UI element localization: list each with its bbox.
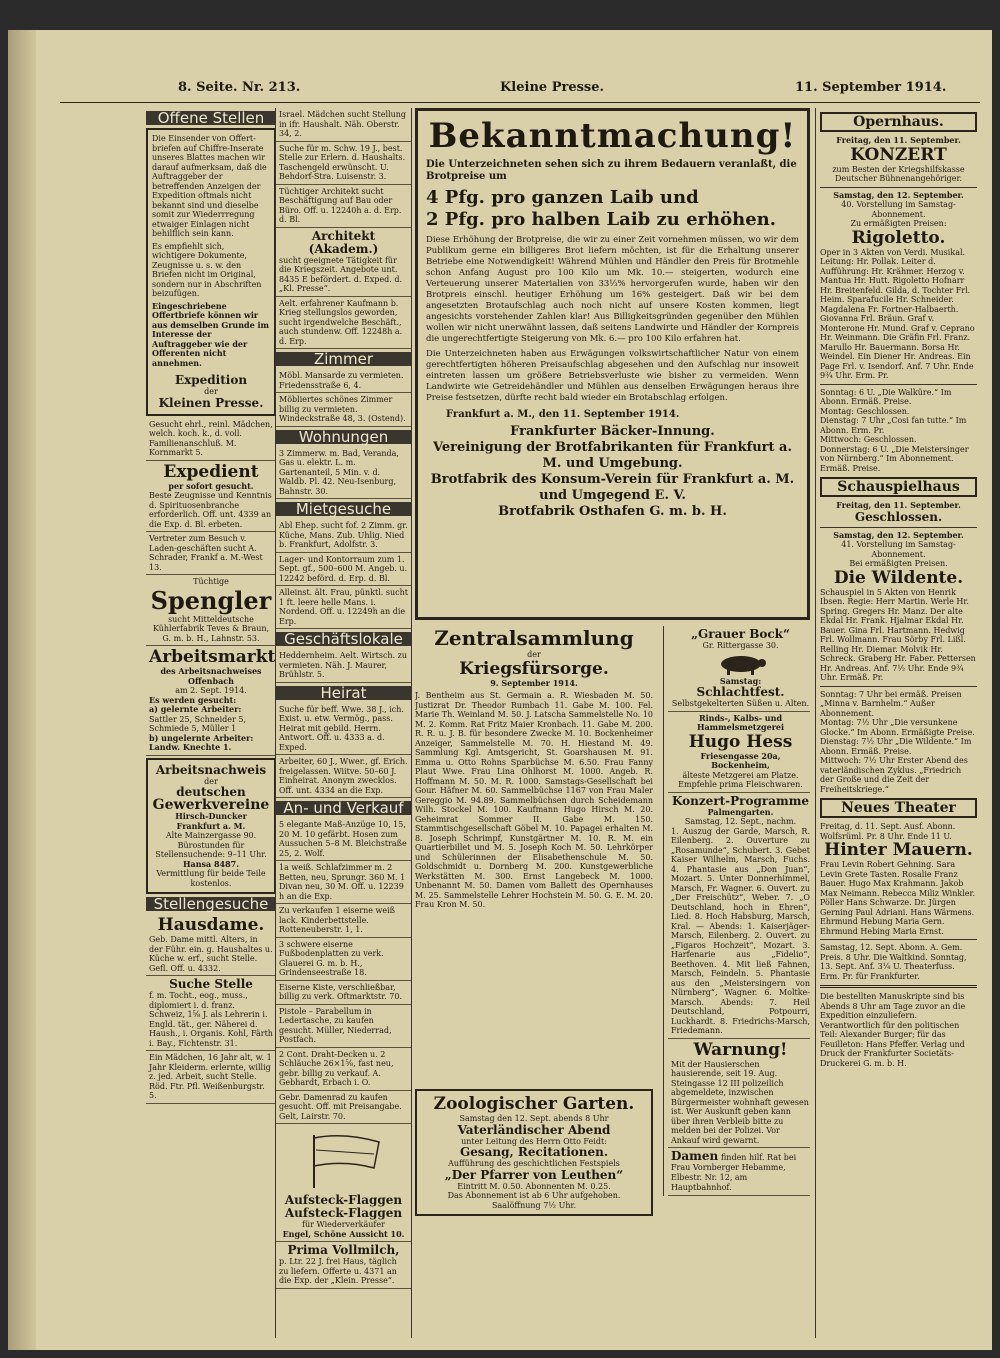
op-thursday: Donnerstag: 6 U. „Die Meistersinger von Nürnberg.“ Im Abonnement. Ermäß. Preise. — [820, 444, 969, 473]
zoo-ad — [415, 1089, 653, 1216]
section-mietgesuche: Mietgesuche — [276, 502, 411, 516]
sch-friday: Freitag, den 11. September. — [836, 500, 961, 510]
notice-sign-3: Kleinen Presse. — [158, 395, 264, 410]
section-zimmer: Zimmer — [276, 352, 411, 366]
flag-text: für Wiederverkäufer — [302, 1220, 385, 1229]
zoo-event: Vaterländischer Abend — [457, 1122, 611, 1137]
flag-title: Aufsteck-Flaggen — [284, 1193, 403, 1207]
ad-schlafzimmer: 1a weiß. Schlafzimmer m. 2 Betten, neu, Sprungr. 360 M. 1 Divan neu, 30 M. Off. u. 12239 h an die Exp. — [276, 861, 411, 904]
neu-saturday: Samstag, 12. Sept. Abonn. A. Gem. Preis. 8 Uhr. Die Waltkind. Sonntag, 13. Sept. Anf. 3¼ U. Theaterfuss. Erm. Pr. für Frankfurter. — [820, 943, 967, 981]
ad-drahtdecken: 2 Cont. Draht-Decken u. 2 Schläuche 26×1⅝, fast neu, gebr. billig zu verkauf. A. Gebhardt, Erbach i. O. — [276, 1048, 411, 1091]
sch-monday: Montag: 7½ Uhr „Die versunkene Glocke.“ Im Abonn. Ermäßigte Preise. — [820, 718, 975, 737]
pig-icon — [711, 653, 771, 675]
section-geschaeftslokale: Geschäftslokale — [276, 632, 411, 646]
ad-architekt-2 — [276, 228, 411, 297]
bek-body: Diese Erhöhung der Brotpreise, die wir zu einer Zeit vornehmen müssen, wo wir dem Publikum gerne ein billigeres Brot liefern möchten, ist für die Erhaltung unserer Betriebe eine Notwendigkeit! Während Mühlen und Händler den Preis für Brotmehle schon Anfang August pro 100 Kilo um Mk. 10.— steigerten, wodurch eine Verteuerung unserer Materialien von 33⅓% hervorgerufen wurde, haben wir den Brotpreis einschl. heutiger Erhöhung um 16% gesteigert. Daß wir bei dem angesetzten Brotaufschlag auch noch nicht auf unsere Kosten kommen, liegt angesichts vorstehender Zahlen klar! Aus Billigkeitsgründen gegenüber den Mühlen wollen wir nicht unerwähnt lassen, daß seitens Landwirte und Händler der Kornpreis die ungerechtfertigte Steigerung von Mk. 6.— pro 100 Kilo erfahren hat. — [426, 235, 799, 344]
zentral-title: Zentralsammlung — [434, 626, 634, 650]
bek-sign-1: Frankfurter Bäcker-Innung. — [510, 424, 715, 439]
arbeitsmarkt-gesucht: Es werden gesucht: — [149, 694, 237, 705]
flag-engel: Engel, Schöne Aussicht 10. — [282, 1228, 405, 1239]
ad-maedchen-2: Ein Mädchen, 16 Jahr alt, w. 1 Jahr Kleiderm. erlernte, willig z. jed. Arbeit, sucht Stelle. Röd. Ftr. Pfl. Weißenburgstr. 5. — [146, 1051, 276, 1104]
section-an-verkauf: An- und Verkauf — [276, 801, 411, 815]
suche-stelle-text: f. m. Tocht., eog., muss., diplomiert i. d. franz. Schweiz, 1⅝ J. als Lehrerin i. Engld. tät., ger. Näherei d. Haush., i. Organis. Kohl, Färth i. Bay., Fichtenstr. 31. — [149, 991, 273, 1048]
page-binding — [8, 30, 36, 1350]
divider — [820, 187, 977, 188]
nachweis-1: Arbeitsnachweis — [155, 762, 267, 777]
vollmilch-text: p. Ltr. 22 J. frei Haus, täglich zu liefern. Offerte u. 4371 an die Exp. der „Klein. Presse“. — [279, 1257, 397, 1285]
expedient-sub: per sofort gesucht. — [168, 480, 254, 491]
ad-kiste: Eiserne Kiste, verschließbar, billig zu verk. Oftmarktstr. 70. — [276, 981, 411, 1005]
architekt-text: sucht geeignete Tätigkeit für die Kriegszeit. Angebote unt. 8435 E befördert. d. Exped. d. „Kl. Presse“. — [279, 255, 403, 293]
ad-grauer-bock — [668, 626, 810, 712]
op-rigoletto: Rigoletto. — [851, 227, 946, 248]
bock-text: Selbstgekelterten Süßen u. Alten. — [671, 699, 810, 708]
nachweis-7: Alte Mainzergasse 90. — [165, 831, 257, 840]
header-page-number: 8. Seite. Nr. 213. — [178, 80, 301, 95]
hausdame-title: Hausdame. — [157, 915, 265, 935]
arbeitsmarkt-title: Arbeitsmarkt — [149, 647, 276, 667]
section-schauspielhaus: Schauspielhaus — [820, 477, 977, 497]
bock-event: Schlachtfest. — [696, 685, 785, 699]
arbeitsmarkt-sub: des Arbeitsnachweises Offenbach — [160, 666, 262, 686]
section-wohnungen: Wohnungen — [276, 430, 411, 444]
divider — [820, 985, 977, 988]
ad-anzuege: 5 elegante Maß-Anzüge 10, 15, 20 M. 10 gefärbt. Hosen zum Aussuchen 5–8 M. Bleichstraße 25, 2. Wolf. — [276, 818, 411, 861]
ad-alleinst-frau: Alleinst. ält. Frau, pünktl. sucht 1 ft. leere helle Mans. i. Nordend. Off. u. 12249h an die Erp. — [276, 586, 411, 629]
column-3 — [415, 108, 810, 1338]
ad-arbeitsmarkt — [146, 646, 276, 756]
ad-platten: 3 schwere eiserne Fußbodenplatten zu verk. Glauerei G. m. b. H., Grindenseestraße 18. — [276, 938, 411, 981]
ad-warnung — [668, 1039, 810, 1149]
sch-saturday-sub: 41. Vorstellung im Samstag-Abonnement. — [841, 540, 956, 559]
sch-tuesday: Dienstag: 7½ Uhr „Die Wildente.“ Im Abonn. Ermäß. Preise. — [820, 737, 972, 756]
imprint: Die bestellten Manuskripte sind bis Abends 8 Uhr am Tage zuvor an die Expedition einzuliefern. Verantwortlich für den politischen Teil: Alexander Burger; für das Feuilleton: Hans Pfeffer. Verlag und Druck der Frankfurter Societäts-Druckerei G. m. b. H. — [820, 992, 966, 1068]
neu-friday: Freitag, d. 11. Sept. Ausf. Abonn. Wolfsrüml. Pr. 8 Uhr. Ende 11 U. — [820, 822, 956, 841]
bek-intro: Die Unterzeichneten sehen sich zu ihrem Bedauern veranlaßt, die Brotpreise um — [426, 159, 797, 182]
hess-addr: Friesengasse 20a, Bockenheim, — [700, 750, 781, 770]
ad-suche-stelle — [146, 976, 276, 1051]
divider — [820, 527, 977, 528]
ad-flaggen — [276, 1124, 411, 1242]
zoo-play: „Der Pfarrer von Leuthen“ — [444, 1167, 624, 1182]
ad-israel-maedchen: Israel. Mädchen sucht Stellung in ifr. Haushalt. Näh. Oberstr. 34, 2. — [276, 108, 411, 142]
op-wednesday: Mittwoch: Geschlossen. — [820, 435, 917, 444]
bek-body-2: Die Unterzeichneten haben aus Erwägungen volkswirtschaftlicher Natur von einem gerechtfertigten höheren Preisaufschlag abgesehen und den Aufschlag nur insoweit eintreten lassen um größere Betriebsverluste wie bisher zu vermeiden. Wenn Landwirte wie Getreidehändler und Mühlen aus denselben Erwägungen heraus ihre Preise festsetzen, dürfte recht bald wieder ein Brotabschlag erfolgen. — [426, 349, 799, 403]
divider — [820, 384, 977, 385]
ad-zimmer: Möbliertes schönes Zimmer billig zu vermieten. Windeckstraße 48, 3. (Ostend). — [276, 393, 411, 427]
op-cast: Oper in 3 Akten von Verdi. Musikal. Leitung: Hr. Pollak. Leiter d. Aufführung: Hr. Krähmer. Herzog v. Mantua Hr. Hutt. Rigoletto Hofnarr Hr. Breitenfeld. Gilda, d. Tochter Frl. Heim. Sparafucile Hr. Schneider. Magdalena Fr. Fortner-Halbaerth. Giovanna Frl. Bräun. Graf v. Monterone Hr. Mund. Graf v. Ceprano Hr. Weinmann. Die Gräfin Frl. Franz. Marullo Hr. Bauermann. Borsa Hr. Weindel. Ein Diener Hr. Andreas. Ein Page Frl. v. Isendorf. Anf. 7 Uhr. Ende 9¾ Uhr. Erm. Pr. — [820, 247, 975, 380]
op-tuesday: Dienstag: 7 Uhr „Cosi fan tutte.“ Im Abonn. Erm. Pr. — [820, 416, 967, 435]
zentral-der: der — [527, 650, 541, 659]
header-masthead: Kleine Presse. — [500, 80, 605, 95]
bek-sign-2: Vereinigung der Brotfabrikanten für Frankfurt a. M. und Umgebung. — [432, 440, 793, 471]
section-opernhaus: Opernhaus. — [820, 112, 977, 132]
zentral-text: J. Bentheim aus St. Germain a. R. Wiesbaden M. 50. Justizrat Dr. Theodor Rumbach 11. Gabe M. 100. Fel. Marie Th. Weinland M. 50. J. Latscha Sammelstelle No. 10 M. 2. Komm. Rat Fritz Maier Kronbach. 11. Gabe M. 200. R. R. u. J. B. für besondere Zwecke M. 10. Bockenheimer Anzeiger, Sammelstelle M. 70. H. Hiestand M. 49. Sammlung Kgl. Amtsgericht, St. Goarshausen M. 91. Emma u. Otto Rohns Sparbüchse M. 6.50. Frau Fanny Plaut Wwe. Frau Lina Ohlhorst M. 1000. Angeb. R. Hoffmann M. 50. M. R. 1000. Samstags-Gesellschaft bei Gour. Häfner M. 60. Sammelbüchse 1167 von Frau Maler Gereggio M. 94.89. Sammelbüchsen durch Scheidemann Wilh. Stockel M. 100. Kaufmann Hugo Hirsch M. 20. Geheimrat Sommer II. Gabe M. 150. Stammtischgesellschaft Göbel M. 10. Papagei erhalten M. 8. Joseph Schrimpf, Kunstgärtner M. 10. R. M. ein Quartierbillet und M. 5. Joseph Koch M. 50. Lehrkörper und Schülerinnen der Elisabethenschule M. 50. Goldschmidt u. Dornberg M. 200. Kunstgewerbliche Werkstätten M. 300. Ernst Langebeck M. 1000. Unbenannt M. 50. Damen vom Ballett des Opernhauses M. 25. Sammelstelle Lehrer Hochstein M. 50. G. E. M. 20. Frau Kron M. 50. — [415, 691, 653, 909]
flag-illustration — [294, 1130, 394, 1190]
damen-text: finden hilf. Rat bei Frau Vornberger Hebamme, Elbestr. Nr. 12, am Hauptbahnhof. — [671, 1153, 797, 1192]
bek-line-2: 2 Pfg. pro halben Laib zu erhöhen. — [426, 209, 777, 230]
bek-date: Frankfurt a. M., den 11. September 1914. — [446, 409, 680, 420]
ad-expedient — [146, 461, 276, 533]
sch-sunday: Sonntag: 7 Uhr bei ermäß. Preisen „Minna v. Barnhelm.“ Außer Abonnement. — [820, 689, 962, 718]
bock-addr: Gr. Rittergasse 30. — [702, 641, 779, 650]
expedient-title: Expedient — [163, 461, 259, 482]
zentral-date: 9. September 1914. — [490, 677, 578, 688]
op-prices: Zu ermäßigten Preisen: — [850, 219, 947, 228]
col3-lower — [415, 620, 810, 1320]
konzert-programme — [668, 793, 810, 1039]
section-offene-stellen: Offene Stellen — [146, 111, 276, 125]
konzert-text: 1. Auszug der Garde, Marsch, R. Eilenberg. 2. Ouverture zu „Rosamunde“, Schubert. 3. Gebet Kaiser Wilhelm, Marsch, Fuchs. 4. Phantasie aus „Don Juan“, Mozart. 5. Unter Donnerhimmel, Marsch, Fr. Wagner. 6. Ouvert. zu „Der Freischütz“, Weber. 7. „O Deutschland, hoch in Ehren“, Lied. 8. Hoch Habsburg, Marsch, Kral. — Abends: 1. Kaiserjäger-Marsch, Eilenberg. 2. Ouvert. zu „Figaros Hochzeit“, Mozart. 3. Harfenarie aus „Fidelio“, Beethoven. 4. Mit ließ Fahnen, Marsch, Feindeln. 5. Phantasie aus den „Meistersingern von Nürnberg“, Wagner. 6. Moltke-Marsch. Abends: 7. Heil Deutschland, Potpourri, Luckhardt. 8. Friedrichs-Marsch, Friedemann. — [671, 826, 810, 1035]
notice-text-3: Eingeschriebene Offertbriefe können wir aus demselben Grunde im Interesse der Auftraggeber wie der Offerenten nicht annehmen. — [152, 300, 270, 368]
bek-line-1: 4 Pfg. pro ganzen Laib und — [426, 187, 699, 208]
ad-ehepaar: Abl Ehep. sucht fof. 2 Zimm. gr. Küche, Mans. Zub. Uhlig. Nied b. Frankfurt, Adolfstr. 3. — [276, 519, 411, 553]
zoo-gesang: Gesang, Recitationen. — [459, 1145, 609, 1159]
vollmilch-title: Prima Vollmilch, — [287, 1243, 400, 1257]
ad-vollmilch — [276, 1242, 411, 1289]
ad-arbeitsnachweis — [146, 758, 276, 895]
ad-pistole: Pistole – Parabellum in Ledertasche, zu kaufen gesucht. Müller, Niederrad, Postfach. — [276, 1005, 411, 1048]
zoo-date: Samstag den 12. Sept. abends 8 Uhr — [459, 1114, 609, 1123]
zoo-note: Das Abonnement ist ab 6 Uhr aufgehoben. — [447, 1191, 621, 1200]
zoo-time: Saalöffnung 7½ Uhr. — [492, 1200, 576, 1210]
column-1 — [146, 108, 276, 1338]
sch-wednesday: Mittwoch: 7½ Uhr Erster Abend des vaterländischen Zyklus. „Friedrich der Große und die Zeit der Freiheitskriege.“ — [820, 756, 968, 794]
ad-architekt-1: Tüchtiger Architekt sucht Beschäftigung auf Bau oder Büro. Off. u. 12240h a. d. Erp. d. Bl. — [276, 185, 411, 228]
op-konzert-sub: zum Besten der Kriegshilfskasse Deutscher Bühnenangehöriger. — [832, 164, 965, 183]
flag-title-2: Aufsteck-Flaggen — [284, 1206, 403, 1220]
ad-hugo-hess — [668, 712, 810, 793]
newspaper-page — [60, 80, 980, 1340]
hess-name: Hugo Hess — [688, 731, 793, 752]
page-header — [60, 80, 980, 103]
column-4 — [815, 108, 977, 1338]
ad-hausdame — [146, 914, 276, 976]
konzert-date: Samstag, 12. Sept., nachm. — [684, 817, 797, 826]
sch-closed: Geschlossen. — [854, 509, 943, 524]
nachweis-9: Hansa 8487. — [182, 858, 240, 869]
ad-vertreter: Vertreter zum Besuch v. Laden-geschäften sucht A. Schrader, Frankf a. M.-West 13. — [146, 532, 276, 575]
bekanntmachung — [415, 108, 810, 620]
col3-right-ads — [663, 626, 810, 1196]
section-neues-theater: Neues Theater — [820, 798, 977, 818]
suche-stelle-title: Suche Stelle — [169, 977, 253, 991]
arbeitsmarkt-ungelernte: b) ungelernte Arbeiter: Landw. Knechte 1. — [149, 732, 254, 752]
sch-saturday: Samstag, den 12. September. — [833, 529, 964, 540]
neu-title: Hinter Mauern. — [824, 840, 973, 860]
bock-title: „Grauer Bock“ — [691, 627, 790, 641]
nachweis-2: der — [204, 776, 218, 786]
notice-sign-2: der — [204, 387, 218, 396]
nachweis-6: Frankfurt a. M. — [176, 820, 246, 831]
neu-cast: Frau Levin Robert Gehning. Sara Levin Grete Tasten. Rosalie Franz Bauer. Hugo Max Krahmann. Jakob Max Neimann. Rebecca Miliz Winkler. Pöller Hans Schwarze. Dr. Jürgen Gerning Paul Adriani. Hans Wärmens. Ehrmund Hebung Maria Gern. Ehrmund Hebing Maria Ernst. — [820, 860, 975, 936]
expedient-text: Beste Zeugnisse und Kenntnis d. Spirituosenbranche erforderlich. Off. unt. 4339 an die Exp. d. Bl. erbeten. — [149, 491, 272, 529]
op-saturday: Samstag, den 12. September. — [833, 189, 964, 200]
ad-mansarde: Möbl. Mansarde zu vermieten. Friedensstraße 6, 4. — [276, 369, 411, 393]
bock-day: Samstag: — [719, 675, 762, 686]
nachweis-5: Hirsch-Duncker — [175, 811, 247, 821]
ad-damenrad: Gebr. Damenrad zu kaufen gesucht. Off. mit Preisangabe. Gelt, Lairstr. 70. — [276, 1091, 411, 1125]
bek-sign-4: Brotfabrik Osthafen G. m. b. H. — [498, 504, 727, 519]
zentralsammlung — [415, 626, 653, 1218]
expedition-notice — [146, 128, 276, 416]
ad-damen — [668, 1148, 810, 1196]
ad-heirat-2: Arbeiter, 60 J., Wwer., gf. Erich. freigelassen. Wiitve. 50–60 J. Einheirat. Anonym zwecklos. Off. unt. 4334 an die Exp. — [276, 755, 411, 798]
ad-spengler — [146, 575, 276, 646]
bek-title: Bekanntmachung! — [428, 116, 797, 156]
ad-heddernheim: Heddernheim. Aelt. Wirtsch. zu vermieten. Näh. J. Maurer, Brühlstr. 5. — [276, 649, 411, 683]
nachweis-10: Vermittlung für beide Teile kostenlos. — [156, 869, 266, 888]
notice-text-2: Es empfiehlt sich, wichtigere Dokumente, Zeugnisse u. s. w. den Briefen nicht im Original, sondern nur in Abschriften beizufügen. — [152, 241, 262, 298]
ad-kaufmann: Aelt. erfahrener Kaufmann b. Krieg stellungslos geworden, sucht irgendwelche Beschäft., auch stundenw. Off. 12248h a. d. Erp. — [276, 297, 411, 350]
hess-pre: Rinds-, Kalbs- und Hammelsmetzgerei — [696, 712, 785, 732]
op-monday: Montag: Geschlossen. — [820, 406, 910, 416]
zoo-title: Zoologischer Garten. — [433, 1094, 635, 1114]
hess-text: älteste Metzgerei am Platze. Empfehle prima Fleischwaren. — [678, 770, 803, 789]
zoo-lead: unter Leitung des Herrn Otto Feidt: — [461, 1136, 607, 1146]
konzert-title: Konzert-Programme — [671, 793, 810, 808]
hausdame-text: Geb. Dame mittl. Alters, in der Führ. ein. g. Haushaltes u. Küche w. erf., sucht Stelle. Gefl. Off. u. 4332. — [149, 935, 273, 973]
op-saturday-sub: 40. Vorstellung im Samstag-Abonnement. — [841, 200, 956, 219]
warnung-title: Warnung! — [693, 1039, 788, 1060]
op-konzert: KONZERT — [850, 144, 947, 165]
op-sunday: Sonntag: 6 U. „Die Walküre.“ Im Abonn. Ermäß. Preise. — [820, 387, 952, 406]
konzert-sub: Palmengarten. — [707, 806, 774, 817]
bek-sign-3: Brotfabrik des Konsum-Verein für Frankfurt a. M. und Umgegend E. V. — [430, 472, 795, 503]
notice-text: Die Einsender von Offert-briefen auf Chiffre-Inserate unseres Blattes machen wir darauf aufmerksam, daß die Auftraggeber der betreffenden Anzeigen der Expedition oftmals nicht bekannt sind und dieselbe somit zur Wiederrregung etwaiger Einlagen nicht behilflich sein kann. — [152, 134, 267, 238]
zoo-auff: Aufführung des geschichtlichen Festspiels — [448, 1159, 620, 1168]
notice-sign-1: Expedition — [174, 373, 248, 387]
ad-suche-schwester: Suche für m. Schw. 19 J., best. Stelle zur Erlern. d. Haushalts. Taschengeld erwünscht. U. Behdorf-Stra. Luisenstr. 3. — [276, 142, 411, 185]
zoo-price: Eintritt M. 0.50. Abonnenten M. 0.25. — [457, 1181, 611, 1191]
op-friday: Freitag, den 11. September. — [836, 135, 961, 145]
architekt-title: Architekt (Akadem.) — [308, 228, 379, 256]
nachweis-4: Gewerkvereine — [152, 797, 270, 813]
sch-cast: Schauspiel in 5 Akten von Henrik Ibsen. Regie: Herr Martin. Werle Hr. Spring. Gregers Hr. Manz. Der alte Ekdal Hr. Frank. Hjalmar Ekdal Hr. Bauer. Gina Frl. Hartmann. Hedwig Frl. Wollmann. Frau Sörby Frl. Lißl. Relling Hr. Diemar. Molvik Hr. Schreck. Graberg Hr. Faber. Pettersen Hr. Andreas. Anf. 7½ Uhr. Ende 9¾ Uhr. Ermäß. Pr. — [820, 587, 976, 682]
sch-wildente: Die Wildente. — [833, 567, 964, 588]
section-heirat: Heirat — [276, 686, 411, 700]
arbeitsmarkt-gelernte: a) gelernte Arbeiter: — [149, 704, 242, 714]
nachweis-8: Bürostunden für Stellensuchende: 9–11 Uhr. — [155, 840, 267, 859]
divider — [820, 686, 977, 687]
zentral-sub: Kriegsfürsorge. — [459, 658, 609, 679]
nachweis-3: deutschen — [176, 785, 246, 799]
damen-title: Damen — [671, 1149, 719, 1163]
column-2 — [275, 108, 412, 1338]
spengler-text: sucht Mitteldeutsche Kühlerfabrik Teves & Braun, G. m. b. H., Lahnstr. 53. — [152, 614, 270, 643]
warnung-text: Mit der Hausierschen hausierende, seit 19. Aug. Steingasse 12 III polizeilich abgemeldete, inzwischen Bürgermeister wohnhaft gewesen ist. Wer Auskunft geben kann über ihren Verbleib bitte zu melden bei der Polizei. Vor Ankauf wird gewarnt. — [671, 1059, 809, 1145]
sch-prices: Bei ermäßigten Preisen. — [849, 559, 948, 568]
ad-heirat-1: Suche für beff. Wwe. 38 J., ich. Exist. u. etw. Vermög., pass. Heirat mit gebild. Herrn. Antwort. Off. u. 4333 a. d. Exped. — [276, 703, 411, 756]
ad-3-zimmer: 3 Zimmerw. m. Bad, Veranda, Gas u. elektr. L. m. Gartenanteil, 5 Min. v. d. Waldb. Pl. 42. Neu-Isenburg, Bahnstr. 30. — [276, 447, 411, 500]
arbeitsmarkt-list: Sattler 25, Schneider 5, Schmiede 5, Müller 1 — [149, 714, 247, 733]
ad-maedchen: Gesucht ehrl., reinl. Mädchen, welch. koch. k., d. voll. Familienanschluß. M. Kornmarkt 5. — [146, 418, 276, 461]
spengler-pre: Tüchtige — [193, 577, 229, 586]
section-stellengesuche: Stellengesuche — [146, 897, 276, 911]
ad-lager: Lager- und Kontorraum zum 1. Sept. gf., 500–600 M. Angeb. u. 12242 beförd. d. Erp. d. Bl. — [276, 553, 411, 587]
arbeitsmarkt-date: am 2. Sept. 1914. — [175, 686, 247, 695]
header-date: 11. September 1914. — [795, 80, 947, 95]
ad-kinderbett: Zu verkaufen 1 eiserne weiß lack. Kinderbettstelle. Rotteneuberstr. 1, 1. — [276, 904, 411, 938]
spengler-title: Spengler — [150, 585, 272, 615]
divider — [820, 939, 977, 940]
